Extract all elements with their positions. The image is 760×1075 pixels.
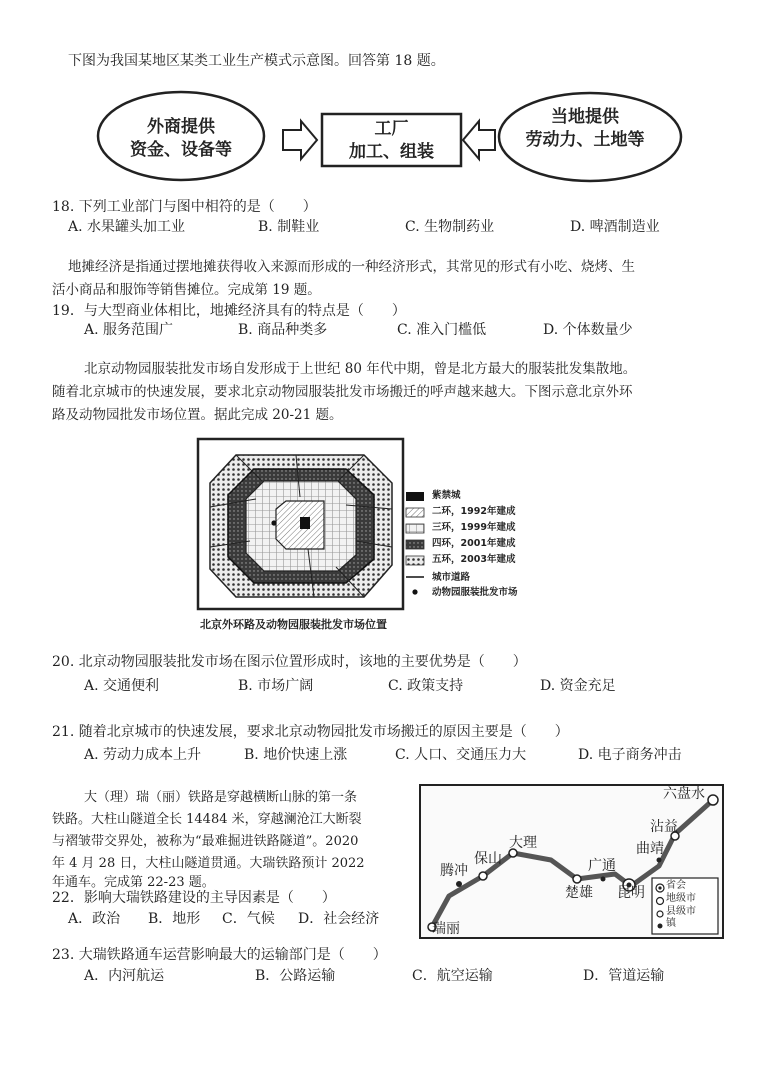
q21-option-d[interactable]: D. 电子商务冲击 [578, 747, 682, 763]
q21-option-b[interactable]: B. 地价快速上涨 [244, 747, 348, 763]
intro-q19-line2: 活小商品和服饰等销售摊位。完成第 19 题。 [52, 282, 321, 298]
q20-option-b[interactable]: B. 市场广阔 [238, 678, 314, 694]
flow-left-line1: 外商提供 [147, 117, 215, 137]
q23-option-a[interactable]: A．内河航运 [84, 968, 165, 984]
rail-city-label: 六盘水 [663, 786, 705, 802]
q19-stem: 19．与大型商业体相比，地摊经济具有的特点是（ ） [52, 303, 406, 319]
intro-q20-line3: 路及动物园批发市场位置。据此完成 20-21 题。 [52, 407, 343, 423]
flow-left-line2: 资金、设备等 [130, 140, 232, 160]
city-marker-guangtong [601, 877, 606, 882]
map-legend-item: 四环，2001年建成 [432, 538, 516, 549]
rail-legend-item: 县级市 [666, 906, 696, 917]
map-legend-item: 动物园服装批发市场 [432, 587, 518, 598]
rail-city-label: 广通 [588, 858, 616, 874]
rail-legend-item: 镇 [666, 918, 676, 929]
rail-city-label: 昆明 [617, 885, 645, 901]
intro-q20-line1: 北京动物园服装批发市场自发形成于上世纪 80 年代中期，曾是北方最大的服装批发集散地。 [84, 361, 637, 377]
flow-center-line2: 加工、组装 [349, 142, 434, 162]
rail-legend-item: 省会 [666, 880, 686, 891]
q19-option-b[interactable]: B. 商品种类多 [238, 322, 328, 338]
q21-stem: 21. 随着北京城市的快速发展，要求北京动物园批发市场搬迁的原因主要是（ ） [52, 724, 569, 740]
q21-option-a[interactable]: A. 劳动力成本上升 [84, 747, 202, 763]
legend-swatch-ring2 [406, 508, 424, 517]
flow-center-line1: 工厂 [374, 119, 409, 139]
q23-option-b[interactable]: B．公路运输 [255, 968, 336, 984]
map-legend-item: 城市道路 [432, 572, 471, 583]
rail-city-label: 沾益 [650, 819, 678, 835]
intro-q22-line3: 与褶皱带交界处，被称为“最难掘进铁路隧道”。2020 [52, 834, 359, 849]
left-arrow-icon [463, 121, 495, 159]
city-marker-tengchong [456, 881, 462, 887]
q19-option-a[interactable]: A. 服务范围广 [84, 322, 174, 338]
intro-q22-line5: 年通车。完成第 22-23 题。 [52, 875, 215, 890]
rail-city-label: 大理 [509, 835, 537, 851]
city-marker-liupanshui [708, 795, 718, 805]
q20-option-d[interactable]: D. 资金充足 [540, 678, 616, 694]
q19-option-d[interactable]: D. 个体数量少 [543, 322, 633, 338]
intro-q20-line2: 随着北京城市的快速发展，要求北京动物园服装批发市场搬迁的呼声越来越大。下图示意北京外环 [52, 384, 633, 400]
city-marker-baoshan [479, 872, 487, 880]
q23-option-c[interactable]: C．航空运输 [412, 968, 493, 984]
legend-swatch-ring4 [406, 540, 424, 549]
intro-q22-line1: 大（理）瑞（丽）铁路是穿越横断山脉的第一条 [84, 790, 358, 805]
q22-stem: 22．影响大瑞铁路建设的主导因素是（ ） [52, 890, 336, 906]
legend-swatch-ring3 [406, 524, 424, 533]
map-caption: 北京外环路及动物园服装批发市场位置 [200, 618, 387, 631]
map-legend-item: 三环，1999年建成 [432, 522, 516, 533]
q18-stem: 18. 下列工业部门与图中相符的是（ ） [52, 199, 317, 215]
map-legend-item: 紫禁城 [432, 490, 461, 501]
q20-option-a[interactable]: A. 交通便利 [84, 678, 160, 694]
city-marker-zhanyi [657, 858, 662, 863]
q18-option-a[interactable]: A. 水果罐头加工业 [68, 219, 186, 235]
flow-right-line2: 劳动力、土地等 [525, 130, 645, 150]
city-marker-chuxiong [573, 875, 581, 883]
rail-city-label: 瑞丽 [432, 921, 460, 937]
rail-city-label: 曲靖 [636, 841, 664, 857]
rail-city-label: 保山 [474, 851, 502, 867]
q20-stem: 20. 北京动物园服装批发市场在图示位置形成时，该地的主要优势是（ ） [52, 654, 527, 670]
intro-q18: 下图为我国某地区某类工业生产模式示意图。回答第 18 题。 [68, 53, 445, 69]
zoo-market-dot [271, 520, 276, 525]
q20-option-c[interactable]: C. 政策支持 [388, 678, 464, 694]
map-legend-item: 二环，1992年建成 [432, 506, 516, 517]
right-arrow-icon [283, 121, 317, 159]
q18-option-c[interactable]: C. 生物制药业 [405, 219, 495, 235]
q21-option-c[interactable]: C. 人口、交通压力大 [395, 747, 527, 763]
map-legend-item: 五环，2003年建成 [432, 554, 516, 565]
q18-option-d[interactable]: D. 啤酒制造业 [570, 219, 660, 235]
rail-city-label: 楚雄 [565, 885, 593, 901]
q18-option-b[interactable]: B. 制鞋业 [258, 219, 320, 235]
legend-swatch-forbidden [406, 492, 424, 501]
q23-stem: 23. 大瑞铁路通车运营影响最大的运输部门是（ ） [52, 947, 387, 963]
rail-city-label: 腾冲 [440, 863, 468, 879]
q22-option-c[interactable]: C．气候 [222, 911, 275, 927]
intro-q19-line1: 地摊经济是指通过摆地摊获得收入来源而形成的一种经济形式，其常见的形式有小吃、烧烤、生 [68, 259, 635, 275]
rail-legend-item: 地级市 [666, 893, 696, 904]
flow-right-line1: 当地提供 [551, 107, 619, 127]
q23-option-d[interactable]: D．管道运输 [583, 968, 665, 984]
q19-option-c[interactable]: C. 准入门槛低 [397, 322, 487, 338]
intro-q22-line2: 铁路。大柱山隧道全长 14484 米，穿越澜沧江大断裂 [52, 812, 362, 827]
forbidden-city [300, 517, 310, 529]
q22-option-b[interactable]: B．地形 [148, 911, 201, 927]
legend-swatch-ring5 [406, 556, 424, 565]
intro-q22-line4: 年 4 月 28 日，大柱山隧道贯通。大瑞铁路预计 2022 [52, 856, 365, 871]
q22-option-a[interactable]: A．政治 [68, 911, 121, 927]
q22-option-d[interactable]: D．社会经济 [298, 911, 380, 927]
legend-swatch-market [412, 589, 417, 594]
